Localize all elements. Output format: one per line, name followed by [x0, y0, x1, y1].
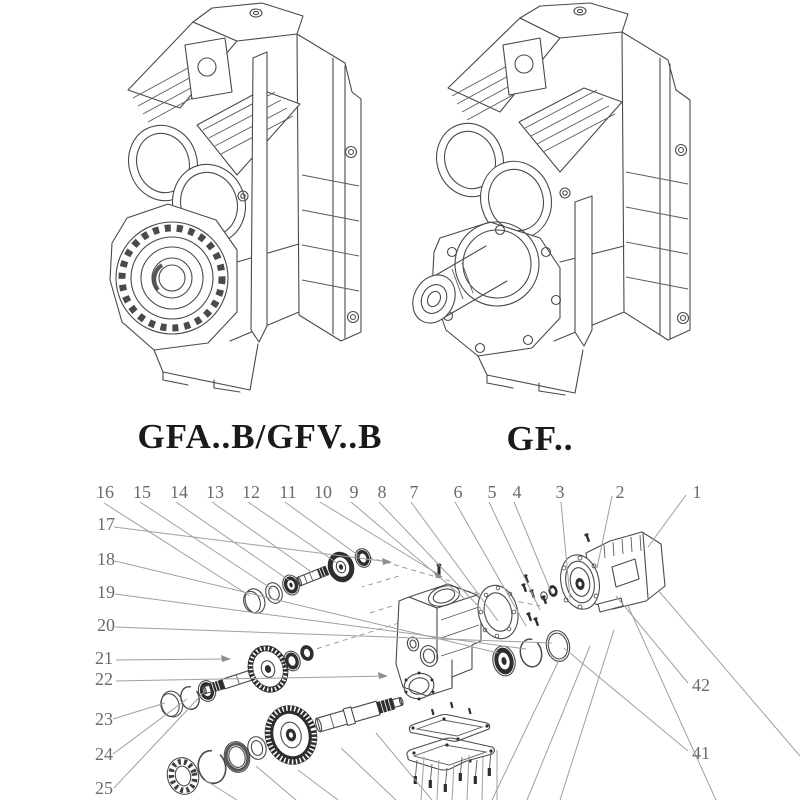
callout-5: 5 [487, 482, 497, 502]
intermediate-pinion-shaft [201, 670, 253, 695]
callout-10: 10 [314, 482, 332, 502]
callout-6: 6 [453, 482, 463, 502]
gearbox-left-drawing [110, 3, 361, 392]
gasket-and-pan [407, 715, 495, 771]
callout-19: 19 [97, 582, 115, 602]
callout-13: 13 [206, 482, 224, 502]
callout-42: 42 [692, 675, 710, 695]
gear-housing [396, 582, 481, 702]
callout-22: 22 [95, 669, 113, 689]
gearbox-right-drawing [405, 3, 690, 395]
output-shaft-assembly [163, 693, 405, 798]
callout-25: 25 [95, 778, 113, 798]
callout-4: 4 [512, 482, 522, 502]
callout-1: 1 [692, 482, 702, 502]
exploded-view [95, 482, 800, 800]
callout-15: 15 [133, 482, 151, 502]
callout-11: 11 [279, 482, 297, 502]
input-pinion-shaft [296, 566, 329, 586]
callout-24: 24 [95, 744, 113, 764]
callout-7: 7 [409, 482, 419, 502]
model-label-right: GF.. [506, 419, 574, 458]
callout-41: 41 [692, 743, 710, 763]
callout-17: 17 [97, 514, 115, 534]
callout-21: 21 [95, 648, 113, 668]
callout-20: 20 [97, 615, 115, 635]
callout-2: 2 [615, 482, 625, 502]
callout-12: 12 [242, 482, 260, 502]
callout-8: 8 [377, 482, 387, 502]
model-label-left: GFA..B/GFV..B [137, 417, 383, 456]
callout-23: 23 [95, 709, 113, 729]
callout-18: 18 [97, 549, 115, 569]
callout-16: 16 [96, 482, 114, 502]
output-shaft [314, 693, 405, 734]
callout-14: 14 [170, 482, 188, 502]
callout-9: 9 [349, 482, 359, 502]
callout-3: 3 [555, 482, 565, 502]
